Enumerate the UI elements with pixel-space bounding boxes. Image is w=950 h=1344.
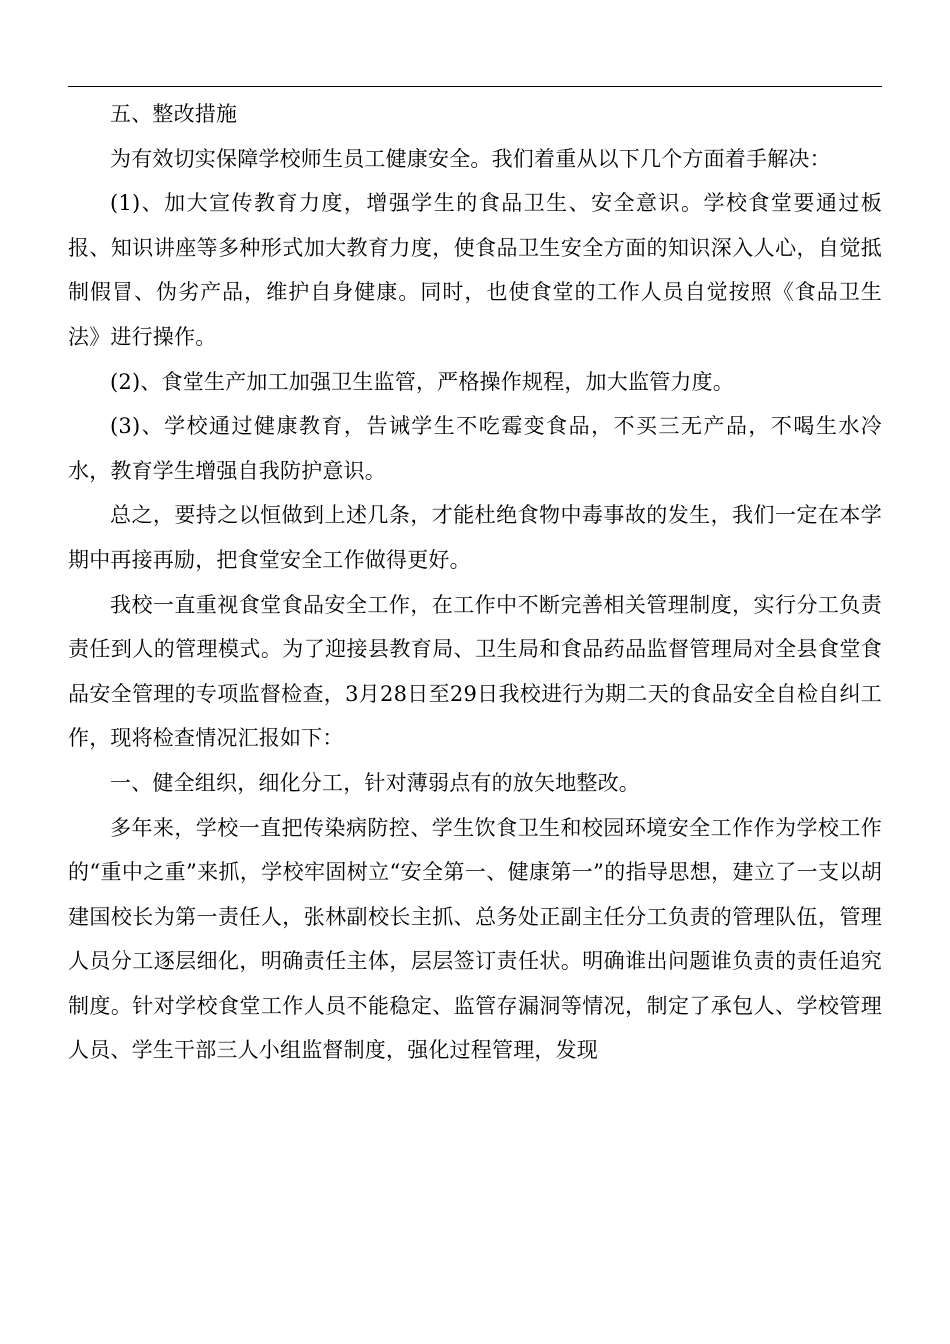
document-body [68,92,882,1073]
paragraph-measure-2: (2)、食堂生产加工加强卫生监管，严格操作规程，加大监管力度。 [110,369,734,394]
header-rule [68,86,882,87]
paragraph-intro: 为有效切实保障学校师生员工健康安全。我们着重从以下几个方面着手解决： [110,146,831,171]
paragraph-organization: 多年来，学校一直把传染病防控、学生饮食卫生和校园环境安全工作作为学校工作的“重中之重”来抓，学校牢固树立“安全第一、健康第一”的指导思想，建立了一支以胡建国校长为第一责任人，张林副校长主抓、总务处正副主任分工负责的管理队伍，管理人员分工逐层细化，明确责任主体，层层签订责任状。明确谁出问题谁负责的责任追究制度。针对学校食堂工作人员不能稳定、监管存漏洞等情况，制定了承包人、学校管理人员、学生干部三人小组监督制度，强化过程管理，发现 [68,815,882,1063]
paragraph-summary: 总之，要持之以恒做到上述几条，才能杜绝食物中毒事故的发生，我们一定在本学期中再接再励，把食堂安全工作做得更好。 [68,503,882,572]
paragraph-measure-3: (3)、学校通过健康教育，告诫学生不吃霉变食品，不买三无产品，不喝生水冷水，教育学生增强自我防护意识。 [68,414,882,483]
paragraph-section-one-heading: 一、健全组织，细化分工，针对薄弱点有的放矢地整改。 [110,770,640,795]
paragraph-measure-1: (1)、加大宣传教育力度，增强学生的食品卫生、安全意识。学校食堂要通过板报、知识讲座等多种形式加大教育力度，使食品卫生安全方面的知识深入人心，自觉抵制假冒、伪劣产品，维护自身健康。同时，也使食堂的工作人员自觉按照《食品卫生法》进行操作。 [68,191,882,349]
section-heading: 五、整改措施 [110,102,238,126]
paragraph-self-inspection: 我校一直重视食堂食品安全工作，在工作中不断完善相关管理制度，实行分工负责责任到人的管理模式。为了迎接县教育局、卫生局和食品药品监督管理局对全县食堂食品安全管理的专项监督检查，3月28日至29日我校进行为期二天的食品安全自检自纠工作，现将检查情况汇报如下： [68,592,882,751]
